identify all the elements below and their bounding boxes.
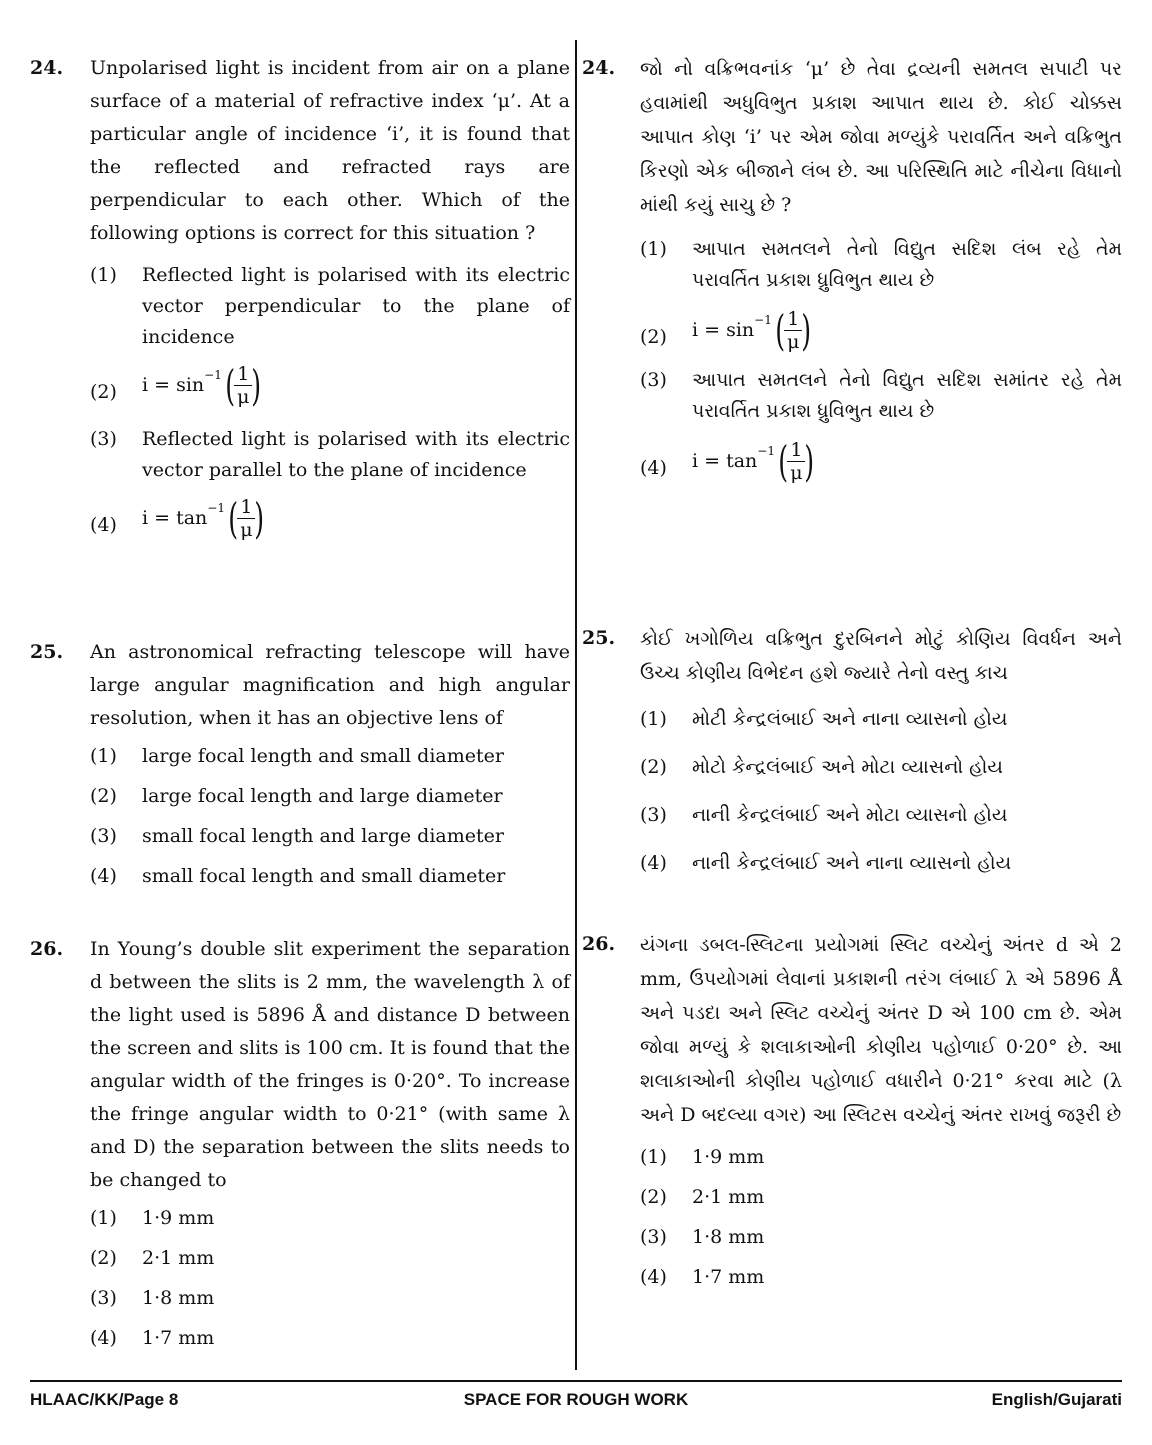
option-3: (3) small focal length and large diameter <box>90 825 504 847</box>
page-id: HLAAC/KK/Page 8 <box>30 1390 179 1409</box>
question-text: In Young’s double slit experiment the separation d between the slits is 2 mm, the wavelength λ of the light used is 5896 Å and distance D between the screen and slits is 100 cm. It is found that the angular width of the fringes is 0·20°. To increase the fringe angular width to 0·21° (with same λ and D) the separation between the slits needs to be changed to <box>90 938 570 1191</box>
option-3: (3) Reflected light is polarised with its electric vector parallel to the plane of incidence <box>90 428 570 481</box>
option-2: (2) 2·1 mm <box>640 1186 765 1208</box>
question-25-english <box>30 636 570 892</box>
option-1: (1) large focal length and small diameter <box>90 745 504 767</box>
option-4: (4) નાની કેન્દ્રલંબાઈ અને નાના વ્યાસનો હોય <box>640 852 1012 874</box>
question-text: Unpolarised light is incident from air on a plane surface of a material of refractive index ‘μ’. At a particular angle of incidence ‘i’, it is found that the reflected and refracted rays are perpendicular to each other. Which of the following options is correct for this situation ? <box>90 57 570 244</box>
question-24-gujarati <box>582 52 1122 484</box>
option-2: (2) i = sin $^{-1}$ ( $\frac{1}{\mu}$ ) <box>640 308 1122 353</box>
option-3: (3) આપાત સમતલને તેનો વિદ્યુત સદિશ સમાંતર રહે તેમ પરાવર્તિત પ્રકાશ ધ્રુવિભુત થાય છે <box>640 369 1122 422</box>
question-number: 25. <box>30 641 64 663</box>
language-label: English/Gujarati <box>991 1390 1122 1409</box>
option-3: (3) 1·8 mm <box>640 1226 765 1248</box>
option-2: (2) large focal length and large diameter <box>90 785 503 807</box>
option-1: (1) Reflected light is polarised with its electric vector perpendicular to the plane of incidence <box>90 264 570 348</box>
question-number: 26. <box>582 933 616 955</box>
rough-work-label: SPACE FOR ROUGH WORK <box>463 1390 689 1409</box>
question-text: કોઈ ખગોળિય વક્રિભુત દુરબિનને મોટું કોણિય વિવર્ધન અને ઉચ્ચ કોણીય વિભેદન હશે જ્યારે તેનો વસ્તુ કાચ <box>640 628 1122 684</box>
footer-rule <box>30 1380 1122 1382</box>
option-4: (4) i = tan $^{-1}$ ( $\frac{1}{\mu}$ ) <box>640 439 1122 484</box>
question-number: 24. <box>582 57 616 79</box>
question-text: An astronomical refracting telescope will have large angular magnification and high angular resolution, when it has an objective lens of <box>90 641 570 729</box>
question-number: 26. <box>30 938 64 960</box>
question-25-gujarati <box>582 622 1122 879</box>
question-number: 24. <box>30 57 64 79</box>
option-4: (4) 1·7 mm <box>90 1327 215 1349</box>
formula-tan-inverse: i = tan $^{-1}$ ( $\frac{1}{\mu}$ ) <box>142 493 265 543</box>
column-divider <box>575 40 577 1370</box>
question-text: જો નો વક્રિભવનાંક ‘μ’ છે તેવા દ્રવ્યની સમતલ સપાટી પર હવામાંથી અધુવિભુત પ્રકાશ આપાત થાય છે. કોઈ ચોક્કસ આપાત કોણ ‘i’ પર એમ જોવા મળ્યુંકે પરાવર્તિત અને વક્રિભુત કિરણો એક બીજાને લંબ છે. આ પરિસ્થિતિ માટે નીચેના વિધાનો માંથી કયું સાચુ છે ? <box>640 58 1122 216</box>
option-3: (3) 1·8 mm <box>90 1287 215 1309</box>
question-number: 25. <box>582 627 616 649</box>
formula-sin-inverse: i = sin $^{-1}$ ( $\frac{1}{\mu}$ ) <box>692 305 812 355</box>
option-2: (2) મોટો કેન્દ્રલંબાઈ અને મોટા વ્યાસનો હોય <box>640 756 1003 778</box>
question-24-english <box>30 52 570 541</box>
option-1: (1) મોટી કેન્દ્રલંબાઈ અને નાના વ્યાસનો હોય <box>640 708 1008 730</box>
option-1: (1) 1·9 mm <box>90 1207 215 1229</box>
option-4: (4) 1·7 mm <box>640 1266 765 1288</box>
option-2: (2) 2·1 mm <box>90 1247 215 1269</box>
question-text: યંગના ડબલ-સ્લિટના પ્રયોગમાં સ્લિટ વચ્ચેનું અંતર d એ 2 mm, ઉપયોગમાં લેવાનાં પ્રકાશની તરંગ લંબાઈ λ એ 5896 Å અને પડદા અને સ્લિટ વચ્ચેનું અંતર D એ 100 cm છે. એમ જોવા મળ્યું કે શલાકાઓની કોણીય પહોળાઈ 0·20° છે. આ શલાકાઓની કોણીય પહોળાઈ વધારીને 0·21° કરવા માટે (λ અને D બદલ્યા વગર) આ સ્લિટસ વચ્ચેનું અંતર રાખવું જરૂરી છે <box>640 934 1122 1126</box>
formula-sin-inverse: i = sin $^{-1}$ ( $\frac{1}{\mu}$ ) <box>142 360 262 410</box>
option-4: (4) i = tan $^{-1}$ ( $\frac{1}{\mu}$ ) <box>90 496 570 541</box>
question-26-gujarati <box>582 928 1122 1293</box>
option-1: (1) આપાત સમતલને તેનો વિદ્યુત સદિશ લંબ રહે તેમ પરાવર્તિત પ્રકાશ ધ્રુવિભુત થાય છે <box>640 238 1122 291</box>
question-26-english <box>30 933 570 1354</box>
option-2: (2) i = sin $^{-1}$ ( $\frac{1}{\mu}$ ) <box>90 363 570 408</box>
formula-tan-inverse: i = tan $^{-1}$ ( $\frac{1}{\mu}$ ) <box>692 436 815 486</box>
option-3: (3) નાની કેન્દ્રલંબાઈ અને મોટા વ્યાસનો હોય <box>640 804 1008 826</box>
option-4: (4) small focal length and small diameter <box>90 865 506 887</box>
option-1: (1) 1·9 mm <box>640 1146 765 1168</box>
